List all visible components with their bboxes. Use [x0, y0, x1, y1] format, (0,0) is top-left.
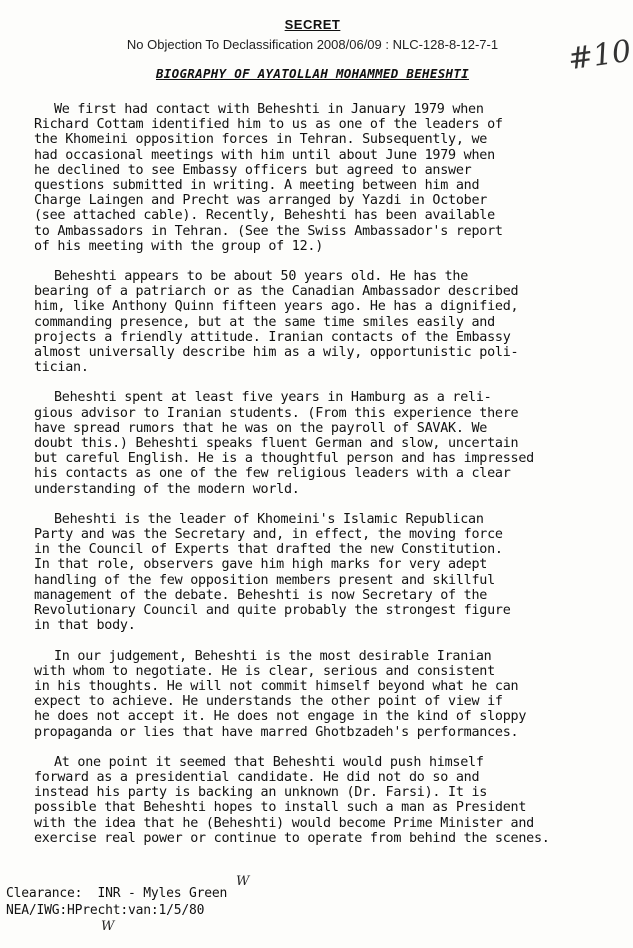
- paragraph-appearance: Beheshti appears to be about 50 years old. He has the bearing of a patriarch or as the Canadian Ambassador described him, like Anthony Quinn fifteen years ago. He has a dignified, commanding presence, but at the same time smiles easily and projects a friendly attitude. Iranian contacts of the Embassy almost universally describe him as a wily, opportunistic poli- tician.: [34, 269, 519, 376]
- paragraph-first-contact: We first had contact with Beheshti in January 1979 when Richard Cottam identified him to us as one of the leaders of the Khomeini opposition forces in Tehran. Subsequently, we had occasional meetings with him until about June 1979 when he declined to see Embassy officers but agreed to answer questions submitted in writing. A meeting between him and Charge Laingen and Precht was arranged by Yazdi in October (see attached cable). Recently, Beheshti has been available to Ambassadors in Tehran. (See the Swiss Ambassador's report of his meeting with the group of 12.): [34, 102, 503, 254]
- document-body: [34, 102, 624, 861]
- handwritten-initials-bottom: W: [101, 919, 115, 934]
- paragraph-presidential: At one point it seemed that Beheshti would push himself forward as a presidential candidate. He did not do so and instead his party is backing an unknown (Dr. Farsi). It is possible that Beheshti hopes to install such a man as President with the idea that he (Beheshti) would become Prime Minister and exercise real power or continue to operate from behind the scenes.: [34, 754, 550, 846]
- paragraph-hamburg: Beheshti spent at least five years in Hamburg as a reli- gious advisor to Iranian students. (From this experience there have spread rumors that he was on the payroll of SAVAK. We doubt this.) Beheshti speaks fluent German and slow, uncertain but careful English. He is a thoughtful person and has impressed his contacts as one of the few religious leaders with a clear understanding of the modern world.: [34, 390, 534, 497]
- document-title: BIOGRAPHY OF AYATOLLAH MOHAMMED BEHESHTI: [155, 66, 470, 81]
- handwritten-initials-top: W: [236, 874, 250, 889]
- document-footer: [6, 874, 606, 934]
- handwritten-document-number: #10: [565, 33, 633, 78]
- paragraph-judgement: In our judgement, Beheshti is the most desirable Iranian with whom to negotiate. He is clear, serious and consistent in his thoughts. He will not commit himself beyond what he can expect to achieve. He understands the other point of view if he does not accept it. He does not engage in the kind of sloppy propaganda or lies that have marred Ghotbzadeh's performances.: [34, 648, 527, 740]
- classification-marking: SECRET: [284, 17, 341, 32]
- clearance-line: Clearance: INR - Myles Green: [6, 886, 228, 901]
- declassification-stamp: No Objection To Declassification 2008/06/09 : NLC-128-8-12-7-1: [126, 37, 499, 52]
- drafter-line: NEA/IWG:HPrecht:van:1/5/80: [6, 903, 205, 918]
- paragraph-party-leader: Beheshti is the leader of Khomeini's Islamic Republican Party and was the Secretary and, in effect, the moving force in the Council of Experts that drafted the new Constitution. In that role, observers gave him high marks for very adept handling of the few opposition members present and skillful management of the debate. Beheshti is now Secretary of the Revolutionary Council and quite probably the strongest figure in that body.: [34, 511, 511, 634]
